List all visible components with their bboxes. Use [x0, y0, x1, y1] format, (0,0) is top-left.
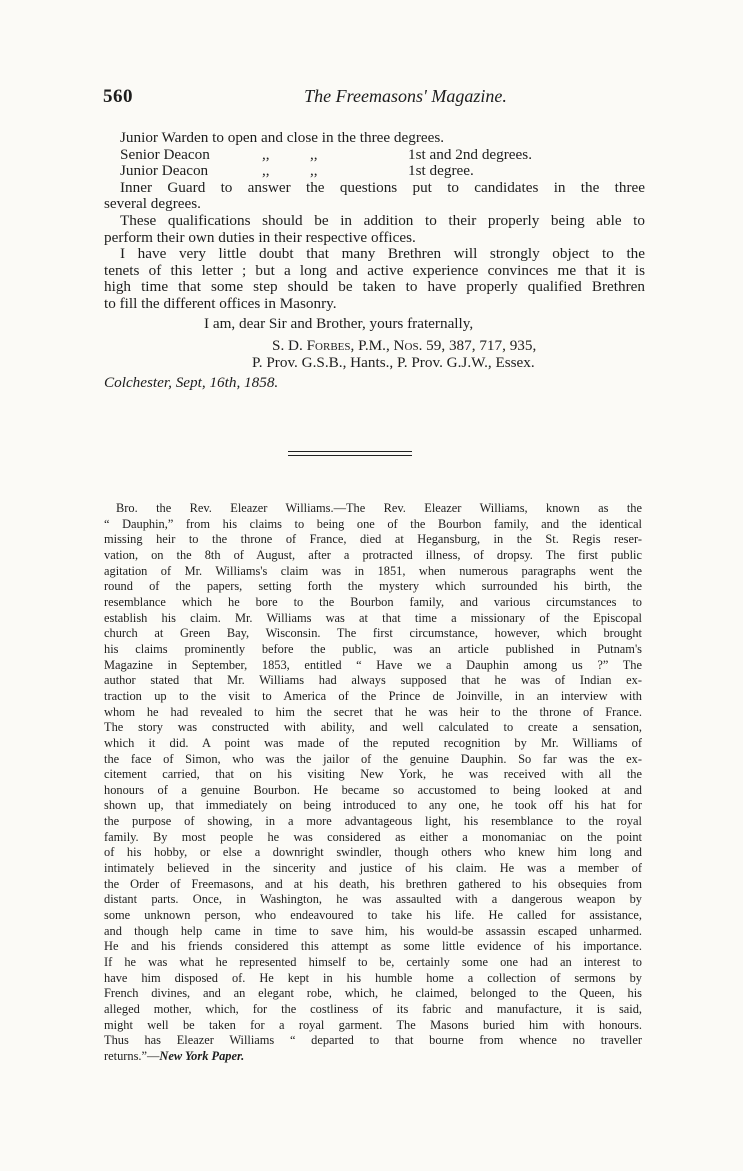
- article-line: some unknown person, who endeavoured to take his life. He called for assistance,: [104, 908, 642, 923]
- letter-line: Junior Warden to open and close in the three degrees.: [120, 129, 445, 146]
- dateline: Colchester, Sept, 16th, 1858.: [104, 374, 279, 392]
- section-divider: [288, 448, 412, 462]
- letter-line: high time that some step should be taken to have properly qualified Brethren: [104, 278, 645, 296]
- ditto-mark: ,,: [262, 162, 270, 180]
- article-line: shown up, that immediately on being introduced to any one, he took off his hat for: [104, 798, 642, 813]
- ditto-mark: ,,: [262, 145, 270, 163]
- letter-line: Inner Guard to answer the questions put to candidates in the three: [120, 178, 645, 196]
- ditto-mark: ,,: [310, 145, 318, 163]
- article-line: missing heir to the throne of France, died at Hegansburg, in the St. Regis reser-: [104, 532, 642, 547]
- article-line: resemblance which he bore to the Bourbon family, and various circumstances to: [104, 594, 642, 609]
- article-line: agitation of Mr. Williams's claim was in 1851, when numerous paragraphs went the: [104, 563, 642, 578]
- article-last-line: [104, 1049, 642, 1065]
- letter-line: I have very little doubt that many Brethren will strongly object to the: [120, 245, 645, 263]
- article-line: alleged mother, which, for the costliness of its fabric and manufacture, it is said,: [104, 1002, 642, 1016]
- letter-row-senior-deacon: [104, 147, 645, 164]
- article-line: French divines, and an elegant robe, which, he claimed, belonged to the Queen, his: [104, 986, 642, 1001]
- letter-line: several degrees.: [104, 195, 201, 213]
- letter-body: [104, 130, 645, 392]
- article-line: vation, on the 8th of August, after a protracted illness, of dropsy. The first public: [104, 547, 642, 562]
- article-line: the face of Simon, who was the jailor of the genuine Dauphin. So far was the ex-: [104, 751, 642, 766]
- article-line: the Order of Freemasons, and at his death, his brethren gathered to his obsequies from: [104, 876, 642, 891]
- letter-line: tenets of this letter ; but a long and active experience convinces me that it is: [104, 261, 645, 279]
- letter-line: perform their own duties in their respective offices.: [104, 228, 416, 246]
- article-line: citement carried, that on his visiting New York, he was received with all the: [104, 767, 642, 782]
- article-line: of his hobby, or else a downright swindler, though others who knew him long and: [104, 845, 642, 860]
- article-line: If he was what he represented himself to be, certainly some one had an interest to: [104, 955, 642, 970]
- article-line: and though help came in time to save him, his would-be assassin escaped unharmed.: [104, 923, 642, 938]
- letter-line: These qualifications should be in addition to their properly being able to: [120, 211, 645, 229]
- divider-rule: [288, 455, 412, 456]
- degree-text: 1st and 2nd degrees.: [408, 145, 532, 163]
- article-line: “ Dauphin,” from his claims to being one of the Bourbon family, and the identical: [104, 516, 642, 531]
- letter-row-junior-deacon: [104, 163, 645, 180]
- page-header: [103, 86, 648, 116]
- article-line: traction up to the visit to America of the Prince de Joinville, in an interview with: [104, 688, 642, 703]
- article-line: establish his claim. Mr. Williams was at that time a missionary of the Episcopal: [104, 610, 642, 625]
- article-line: his claims prominently before the public, was an article published in Putnam's: [104, 641, 642, 656]
- letter-closing: I am, dear Sir and Brother, yours fraternally,: [204, 314, 474, 332]
- article-closing-text: returns.”—: [104, 1048, 160, 1063]
- article-line: church at Green Bay, Wisconsin. The first circumstance, however, which brought: [104, 626, 642, 641]
- article-line: distant parts. Once, in Washington, he was assaulted with a dangerous weapon by: [104, 892, 642, 907]
- article-line: The story was constructed with ability, and well calculated to create a sensation,: [104, 720, 642, 735]
- article-body: [104, 501, 642, 1065]
- article-line: Bro. the Rev. Eleazer Williams.—The Rev. Eleazer Williams, known as the: [116, 501, 642, 515]
- article-line: family. By most people he was considered as either a monomaniac on the point: [104, 829, 642, 844]
- article-line: honours of a genuine Bourbon. He became so accustomed to being looked at and: [104, 782, 642, 797]
- signature-name: S. D. Forbes, P.M., Nos. 59, 387, 717, 935,: [272, 337, 537, 355]
- article-line: have him disposed of. He kept in his humble home a collection of sermons by: [104, 970, 642, 985]
- article-line: which it did. A point was made of the reputed recognition by Mr. Williams of: [104, 735, 642, 750]
- article-line: author stated that Mr. Williams had always supposed that he was of Indian ex-: [104, 673, 642, 688]
- degree-text: 1st degree.: [408, 162, 474, 180]
- running-title: The Freemasons' Magazine.: [304, 86, 507, 106]
- article-source: New York Paper.: [159, 1048, 245, 1063]
- article-line: intimately believed in the sincerity and justice of his claim. He was a member of: [104, 861, 642, 876]
- article-line: He and his friends considered this attempt as some little evidence of his importance.: [104, 939, 642, 954]
- article-line: the purpose of showing, in a more advantageous light, his resemblance to the royal: [104, 814, 642, 829]
- divider-rule: [288, 451, 412, 452]
- article-line: round of the papers, setting forth the mystery which surrounded his birth, the: [104, 579, 642, 594]
- article-line: might well be taken for a royal garment. The Masons buried him with honours.: [104, 1017, 642, 1032]
- office-name: Senior Deacon: [120, 145, 210, 163]
- office-name: Junior Deacon: [120, 162, 209, 180]
- article-line: whom he had revealed to him the secret that he was heir to the throne of France.: [104, 704, 642, 719]
- article-line: Thus has Eleazer Williams “ departed to that bourne from whence no traveller: [104, 1033, 642, 1048]
- page-number: 560: [103, 86, 133, 107]
- signature-titles: P. Prov. G.S.B., Hants., P. Prov. G.J.W., Essex.: [252, 353, 535, 371]
- ditto-mark: ,,: [310, 162, 318, 180]
- letter-line: to fill the different offices in Masonry.: [104, 294, 337, 312]
- article-line: Magazine in September, 1853, entitled “ Have we a Dauphin among us ?” The: [104, 657, 642, 672]
